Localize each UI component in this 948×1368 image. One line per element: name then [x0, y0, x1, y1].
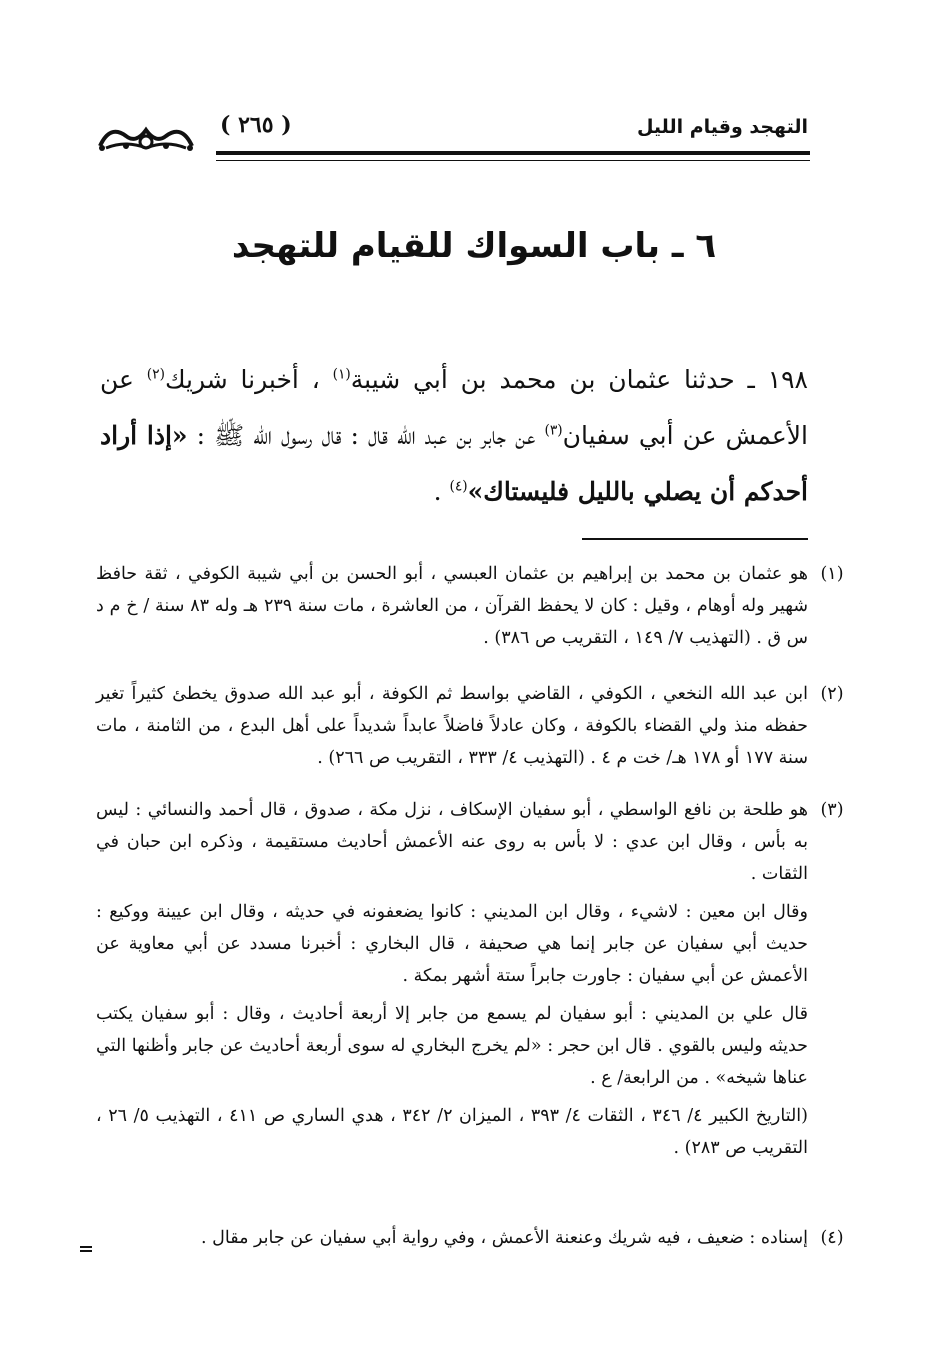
header-rule-thin — [216, 160, 810, 161]
footnote-separator — [582, 538, 808, 540]
footnote-text: ابن عبد الله النخعي ، الكوفي ، القاضي بواسط ثم الكوفة ، أبو عبد الله صدوق يخطئ كثيراً تغير حفظه منذ ولي القضاء بالكوفة ، وكان عادلاً فاضلاً عابداً شديداً على أهل البدع ، من الثامنة ، مات سنة ١٧٧ أو ١٧٨ هـ/ خت م ٤ . (التهذيب ٤/ ٣٣٣ ، التقريب ص ٢٦٦) . — [96, 684, 808, 768]
hadith-part1: ـ حدثنا عثمان بن محمد بن أبي شيبة — [350, 365, 768, 394]
footnote-ref-4: (٤) — [449, 478, 468, 495]
footnote-ref-1: (١) — [332, 366, 351, 383]
footnote-ref-3: (٣) — [544, 422, 563, 439]
footnote-number: (٣) — [820, 800, 844, 820]
hadith-quote: «إذا أراد أحدكم أن يصلي بالليل فليستاك» — [100, 421, 808, 506]
footnote-4 — [96, 1222, 844, 1254]
footnote-1 — [96, 558, 844, 654]
footnote-text: قال علي بن المديني : أبو سفيان لم يسمع من جابر إلا أربعة أحاديث ، وقال : أبو سفيان يكتب حديثه وليس بالقوي . قال ابن حجر : «لم يخرج البخاري له سوى أربعة أحاديث عن جابر وأظنها التي عناها شيخه» . من الرابعة/ ع . — [96, 1004, 808, 1088]
hadith-part3: عن الأعمش عن أبي سفيان — [100, 365, 809, 450]
hadith-end: . — [433, 477, 450, 506]
footnote-text: هو عثمان بن محمد بن إبراهيم بن عثمان العبسي ، أبو الحسن بن أبي شيبة الكوفي ، ثقة حافظ شهير وله أوهام ، وقيل : كان لا يحفظ القرآن ، من العاشرة ، مات سنة ٢٣٩ هـ وله ٨٣ سنة / خ م د س ق . (التهذيب ٧/ ١٤٩ ، التقريب ص ٣٨٦) . — [96, 564, 808, 648]
hadith-number: ١٩٨ — [767, 365, 808, 394]
page-number: ( ٢٦٥ ) — [220, 112, 292, 138]
footnote-number: (١) — [820, 564, 844, 584]
footnote-number: (٢) — [820, 684, 844, 704]
ornament-icon — [96, 118, 196, 158]
footnote-text: هو طلحة بن نافع الواسطي ، أبو سفيان الإسكاف ، نزل مكة ، صدوق ، قال أحمد والنسائي : ليس به بأس ، وقال ابن عدي : لا بأس به روى عنه الأعمش أحاديث مستقيمة ، وذكره ابن حبان في الثقات . — [96, 800, 808, 884]
footnote-number: (٤) — [820, 1228, 844, 1248]
footnote-ref-2: (٢) — [146, 366, 165, 383]
running-title: التهجد وقيام الليل — [636, 116, 808, 138]
footnote-3 — [96, 794, 844, 1164]
hadith-part2: ، أخبرنا شريك — [164, 365, 333, 394]
footnote-2 — [96, 678, 844, 774]
hadith-text — [100, 352, 808, 520]
header-rule-thick — [216, 151, 810, 155]
margin-mark — [80, 1246, 92, 1252]
footnote-text: (التاريخ الكبير ٤/ ٣٤٦ ، الثقات ٤/ ٣٩٣ ، الميزان ٢/ ٣٤٢ ، هدي الساري ص ٤١١ ، التهذيب ٥/ ٢٦ ، التقريب ص ٢٨٣) . — [96, 1106, 808, 1158]
chapter-heading: ٦ ـ باب السواك للقيام للتهجد — [231, 226, 717, 266]
footnote-text: وقال ابن معين : لاشيء ، وقال ابن المديني : كانوا يضعفونه في حديثه ، وقال ابن عيينة ووكيع : حديث أبي سفيان عن جابر إنما هي صحيفة ، قال البخاري : أخبرنا مسدد عن أبي معاوية عن الأعمش عن أبي سفيان : جاورت جابراً ستة أشهر بمكة . — [96, 902, 808, 986]
footnote-text: إسناده : ضعيف ، فيه شريك وعنعنة الأعمش ، وفي رواية أبي سفيان عن جابر مقال . — [201, 1228, 808, 1248]
hadith-part4: عن جابر بن عبد الله قال : قال رسول الله ﷺ : — [187, 421, 545, 450]
